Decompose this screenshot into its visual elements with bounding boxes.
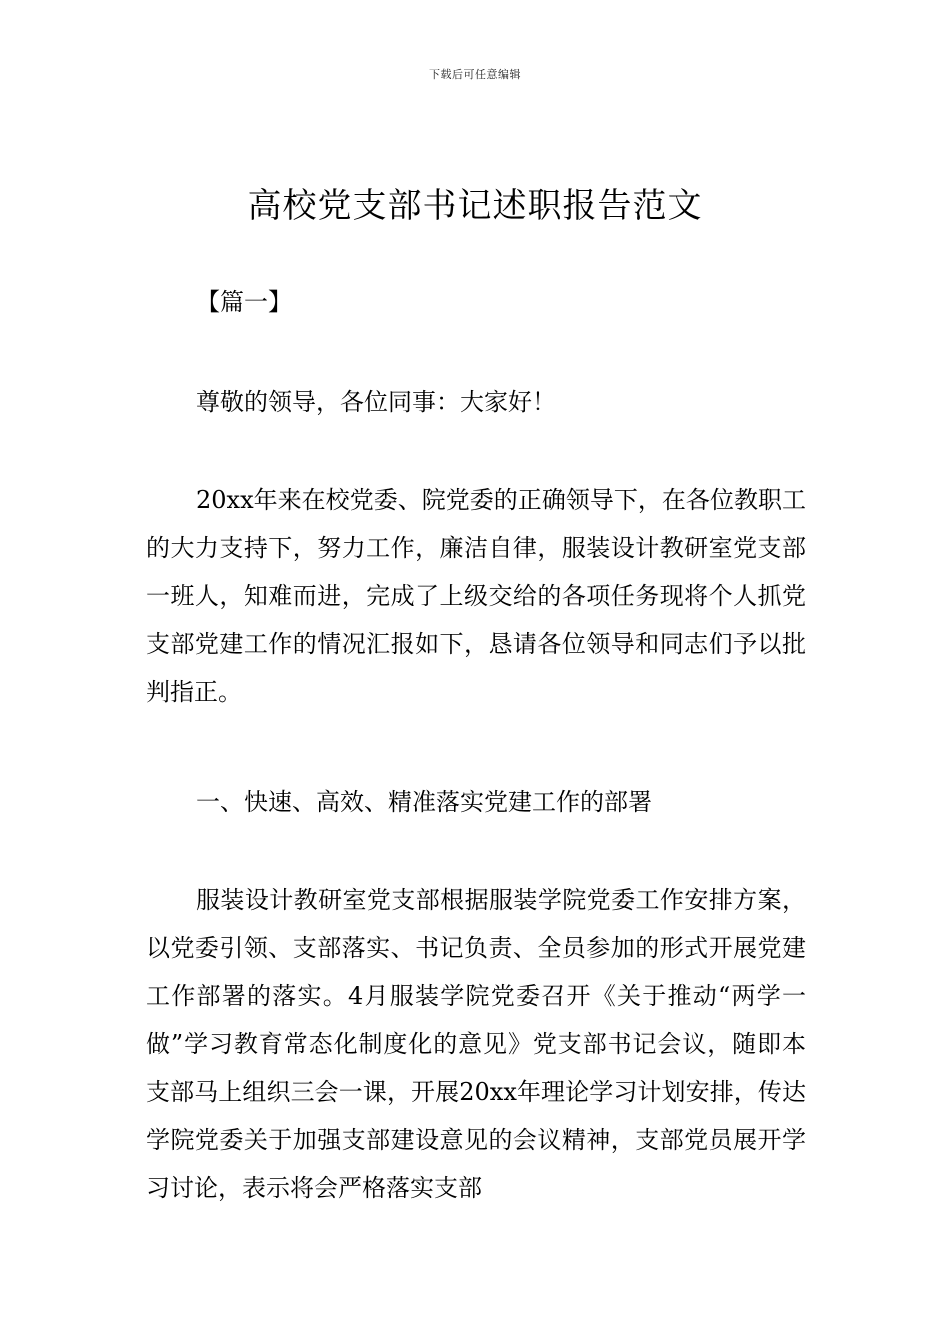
header-note: 下载后可任意编辑 [429,68,521,81]
document-title: 高校党支部书记述职报告范文 [247,186,703,226]
paragraph-2: 服装设计教研室党支部根据服装学院党委工作安排方案，以党委引领、支部落实、书记负责、全员参加的形式开展党建工作部署的落实。4月服装学院党委召开《关于推动“两学一做”学习教育常态化制度化的意见》党支部书记会议，随即本支部马上组织三会一课，开展20xx年理论学习计划安排，传达学院党委关于加强支部建设意见的会议精神，支部党员展开学习讨论，表示将会严格落实支部 [146,886,806,1202]
section-tag: 【篇一】 [196,288,292,316]
section-heading-1: 一、快速、高效、精准落实党建工作的部署 [196,788,652,816]
greeting: 尊敬的领导，各位同事：大家好！ [196,388,556,416]
paragraph-1: 20xx年来在校党委、院党委的正确领导下，在各位教职工的大力支持下，努力工作，廉洁自律，服装设计教研室党支部一班人，知难而进，完成了上级交给的各项任务现将个人抓党支部党建工作的情况汇报如下，恳请各位领导和同志们予以批判指正。 [146,486,806,706]
